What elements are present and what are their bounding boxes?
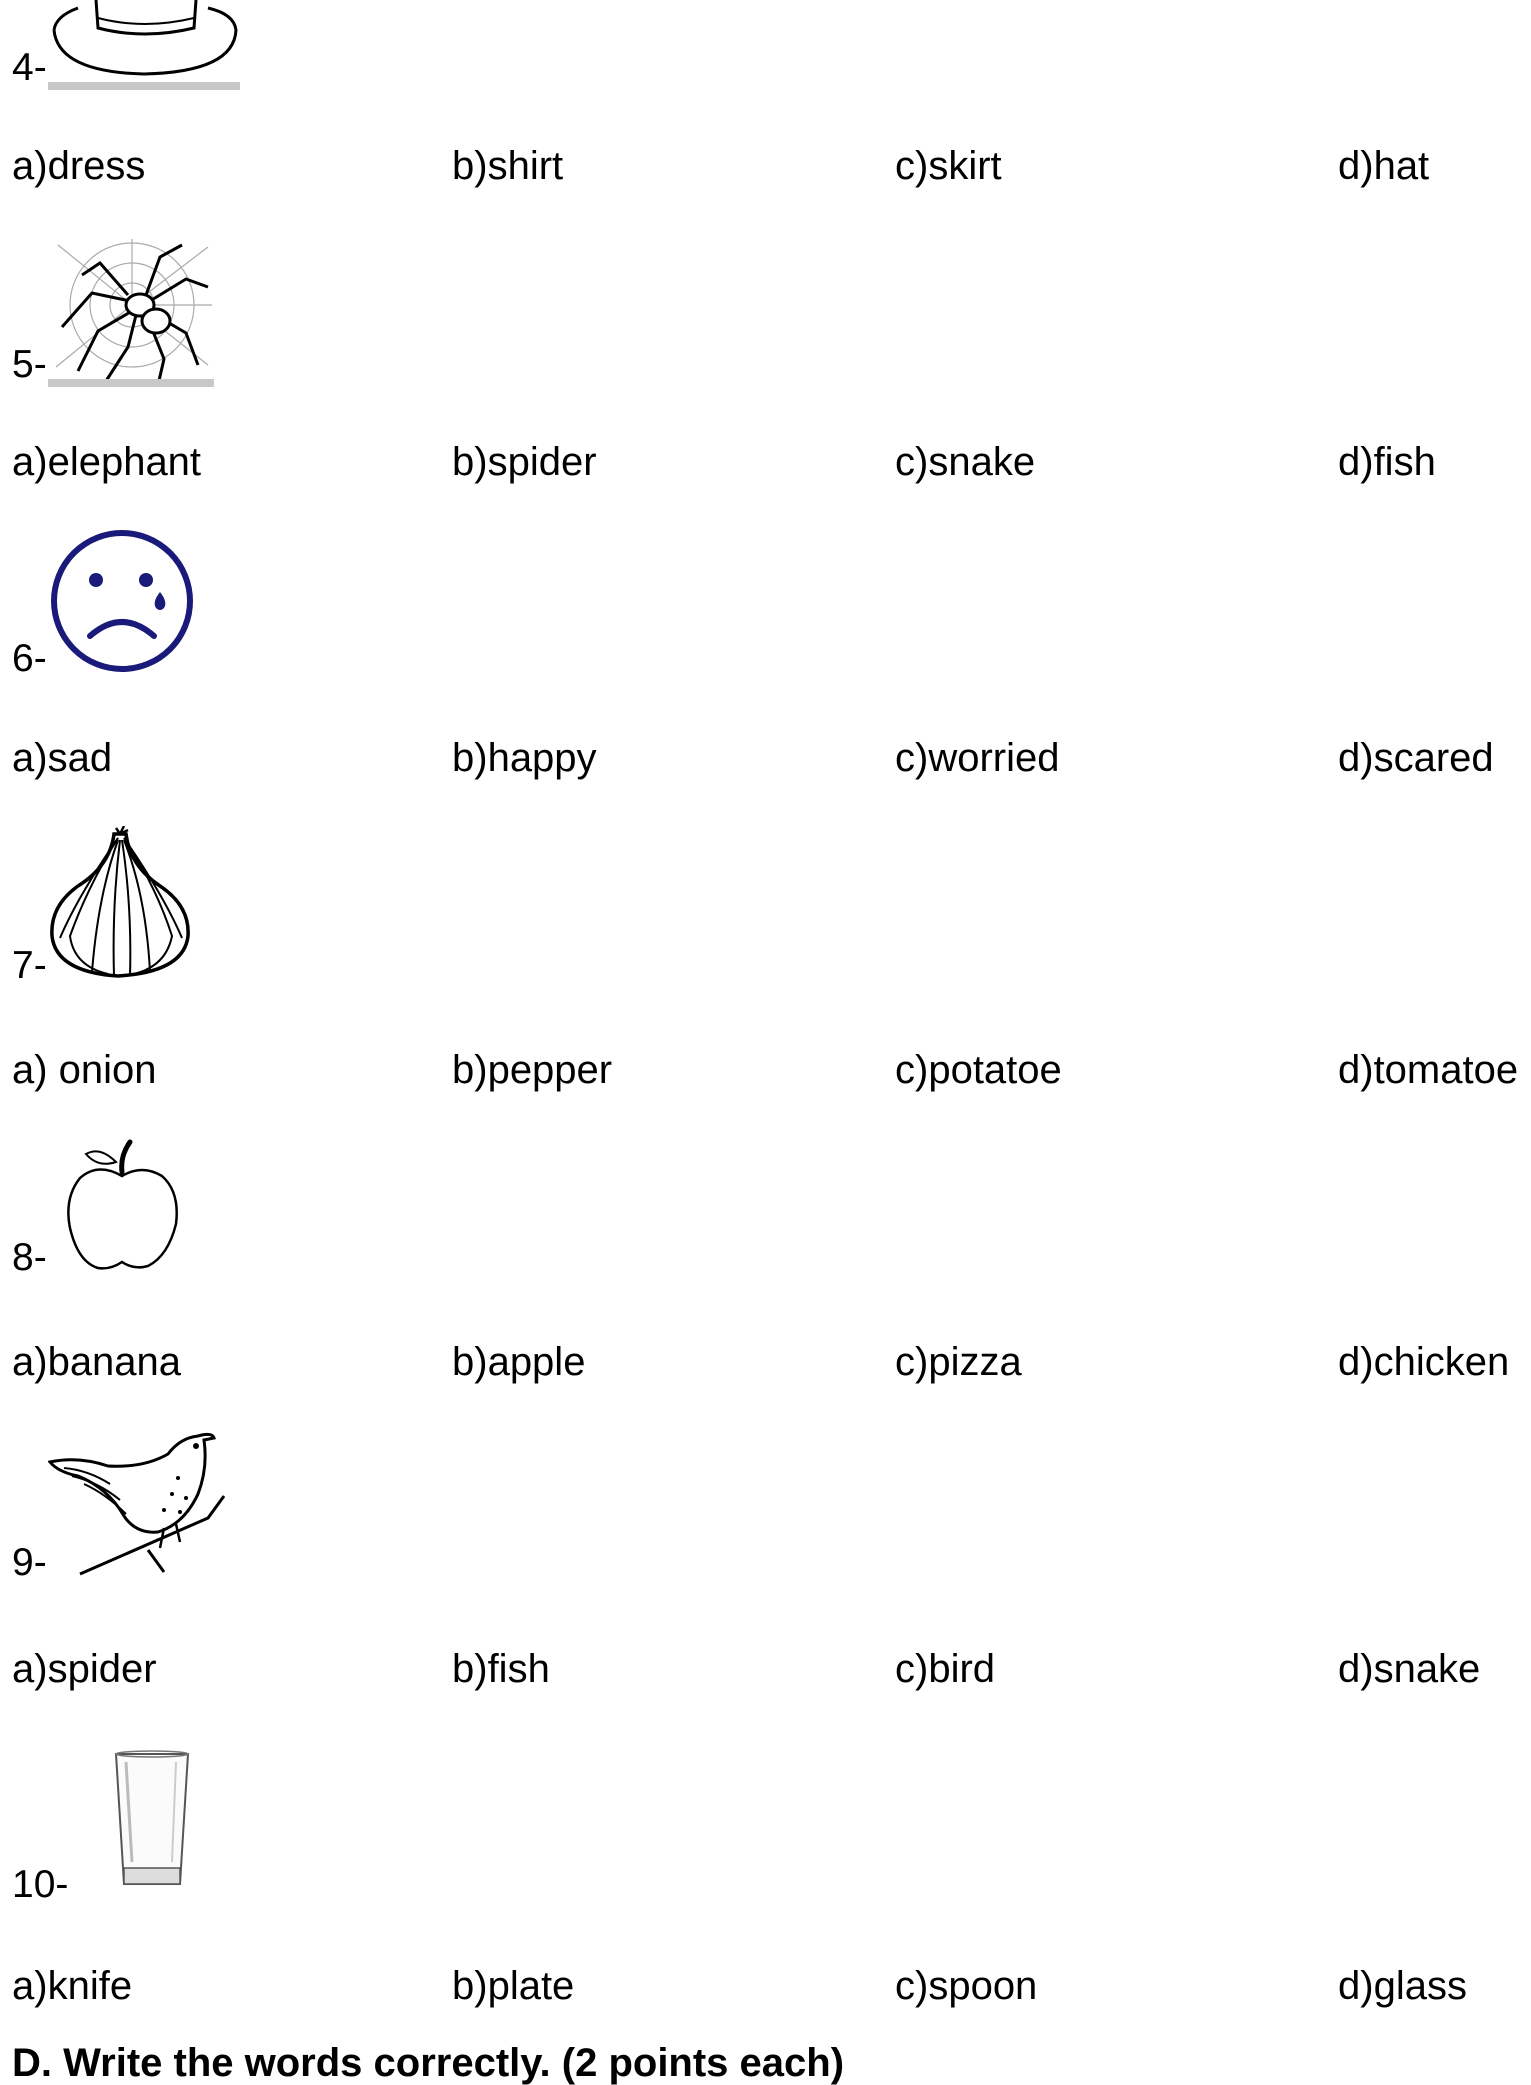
option-b: b)pepper xyxy=(452,1048,613,1092)
question-number-4: 4- xyxy=(12,46,47,89)
option-c: c)bird xyxy=(895,1647,996,1691)
question-number-8: 8- xyxy=(12,1236,47,1279)
hat-icon xyxy=(48,0,242,92)
option-c: c)snake xyxy=(895,440,1036,484)
option-d: d)snake xyxy=(1338,1647,1481,1691)
option-a: a)spider xyxy=(12,1647,157,1691)
option-c: c)pizza xyxy=(895,1340,1022,1384)
option-a: a)elephant xyxy=(12,440,202,484)
question-number-7: 7- xyxy=(12,944,47,987)
option-d: d)fish xyxy=(1338,440,1436,484)
spider-icon xyxy=(48,235,216,389)
question-number-9: 9- xyxy=(12,1541,47,1584)
option-d: d)hat xyxy=(1338,144,1430,188)
option-a: a)sad xyxy=(12,736,113,780)
bird-icon xyxy=(48,1428,230,1576)
glass-icon xyxy=(112,1750,192,1890)
option-a: a)knife xyxy=(12,1964,133,2008)
onion-icon xyxy=(48,826,192,980)
option-c: c)skirt xyxy=(895,144,1002,188)
option-c: c)potatoe xyxy=(895,1048,1062,1092)
option-d: d)tomatoe xyxy=(1338,1048,1519,1092)
option-c: c)spoon xyxy=(895,1964,1038,2008)
option-d: d)scared xyxy=(1338,736,1494,780)
option-b: b)happy xyxy=(452,736,597,780)
option-b: b)apple xyxy=(452,1340,586,1384)
section-d-heading: D. Write the words correctly. (2 points each) xyxy=(12,2041,845,2085)
option-b: b)plate xyxy=(452,1964,575,2008)
option-c: c)worried xyxy=(895,736,1060,780)
option-d: d)chicken xyxy=(1338,1340,1510,1384)
question-number-6: 6- xyxy=(12,637,47,680)
option-a: a)dress xyxy=(12,144,146,188)
question-number-5: 5- xyxy=(12,343,47,386)
option-b: b)spider xyxy=(452,440,597,484)
apple-icon xyxy=(64,1138,182,1272)
option-b: b)fish xyxy=(452,1647,550,1691)
option-b: b)shirt xyxy=(452,144,564,188)
option-a: a) onion xyxy=(12,1048,157,1092)
option-a: a)banana xyxy=(12,1340,182,1384)
question-number-10: 10- xyxy=(12,1863,69,1906)
option-d: d)glass xyxy=(1338,1964,1467,2008)
sad-face-icon xyxy=(48,530,196,672)
